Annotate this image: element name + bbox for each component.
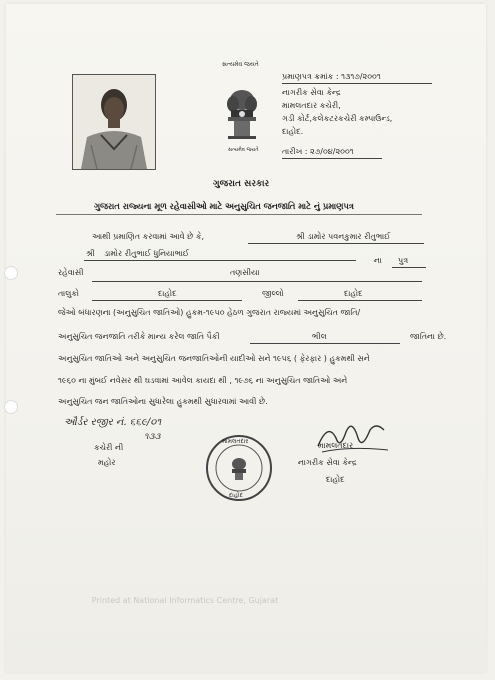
district-label: જીલ્લો bbox=[262, 289, 284, 298]
taluka-name: દાહોદ bbox=[158, 289, 177, 298]
printer-watermark: Printed at National Informatics Centre, Gujarat bbox=[91, 596, 279, 605]
body-line-8: ૧૯૬૦ ના મુંબઈ નવેસર થી ઘડવામાં આવેલ કાયદા થી , ૧૯૭૬ ના અનુસુચિત જાતિઓ અને bbox=[58, 376, 348, 385]
officer-title: મામલતદાર bbox=[318, 441, 354, 450]
body-line-2-na: ના bbox=[374, 256, 382, 265]
father-name-underline bbox=[84, 260, 356, 261]
office-line-4: દાહોદ. bbox=[282, 127, 304, 136]
seal-text-top: મામલતદાર bbox=[222, 438, 249, 445]
motto-text: સત્યમેવ જયતે bbox=[222, 61, 259, 68]
body-line-6-prefix: અનુસુચિત જનજાતિ તરીકે માન્ય કરેલ જાતિ પૈકી bbox=[58, 332, 220, 341]
title-rule bbox=[56, 214, 422, 215]
handwritten-register-number: ઔર્ડર રજીર નં. ૬૬૯/૦૧ bbox=[64, 417, 162, 428]
issue-date-underline bbox=[282, 158, 382, 159]
village-underline bbox=[92, 281, 422, 282]
caste-underline bbox=[250, 343, 400, 344]
taluka-label: તાલુકો bbox=[58, 289, 79, 298]
seal-text-bottom: દાહોદ bbox=[229, 492, 243, 499]
relation-underline bbox=[392, 267, 426, 268]
punch-hole-bottom bbox=[4, 400, 18, 414]
district-name: દાહોદ bbox=[344, 289, 363, 298]
government-title: ગુજરાત સરકાર bbox=[213, 179, 270, 189]
body-line-5: જેઓ બંધારણના (અનુસુચિત જાતિઓ) હુકમ-૧૯૫૦ હેઠળ ગુજરાત રાજ્યમાં અનુસુચિત જાતિ/ bbox=[58, 308, 361, 317]
officer-office: નાગરીક સેવા કેન્દ્ર bbox=[298, 458, 357, 467]
body-line-2-prefix: શ્રી bbox=[86, 249, 95, 258]
officer-signature bbox=[314, 416, 394, 464]
body-line-7: અનુસુચિત જાતિઓ અને અનુસુચિત જનજાતિઓની યાદીઓ સને ૧૯૫૬ ( ફેરફાર ) હુકમથી સને bbox=[58, 354, 370, 363]
applicant-name-underline bbox=[248, 243, 424, 244]
emblem-caption: સત્યમેવ જયતે bbox=[228, 147, 259, 153]
certificate-number: પ્રમાણપત્ર ક્રમાંક : ૧૩૧૭/૨૦૦૧ bbox=[282, 72, 381, 81]
office-line-1: નાગરીક સેવા કેન્દ્ર bbox=[282, 88, 341, 97]
issue-date: તારીખ : ૨૭/૦૪/૨૦૦૧ bbox=[282, 147, 354, 156]
body-line-1-prefix: આથી પ્રમાણિત કરવામાં આવે છે કે, bbox=[92, 232, 205, 241]
residence-label: રહેવાસી bbox=[58, 268, 84, 277]
district-underline bbox=[298, 300, 422, 301]
caste-name: ભીલ bbox=[312, 332, 327, 341]
taluka-underline bbox=[92, 300, 242, 301]
punch-hole-top bbox=[4, 266, 18, 280]
relation-text: પુત્ર bbox=[398, 256, 409, 265]
office-seal-label-2: મહોર bbox=[98, 458, 116, 467]
father-name: ડામોર રીતુભાઈ ધુનિયાભાઈ bbox=[104, 249, 190, 258]
certificate-title: ગુજરાત રાજ્યના મૂળ રહેવાસીઓ માટે અનુસુચિત જનજાતિ માટે નું પ્રમાણપત્ર bbox=[94, 201, 354, 211]
applicant-photo bbox=[72, 74, 156, 170]
certificate-number-underline bbox=[282, 83, 432, 84]
body-line-9: અનુસુચિત જન જાતિઓના સુધારેલા હુકમથી સુધારવામાં આવી છે. bbox=[58, 397, 268, 406]
village-name: તણસીયા bbox=[230, 268, 260, 277]
office-line-2: મામલતદાર કચેરી, bbox=[282, 101, 341, 110]
national-emblem-icon bbox=[222, 86, 262, 146]
office-line-3: ગડી કોર્ટ,કલેકટરકચેરી કમ્પાઉન્ડ, bbox=[282, 114, 393, 123]
officer-location: દાહોદ bbox=[326, 475, 345, 484]
body-line-6-suffix: જાતિના છે. bbox=[410, 332, 447, 341]
applicant-name: શ્રી ડામોર પવનકુમાર રીતુભાઈ bbox=[296, 232, 391, 241]
handwritten-register-subnumber: ૧૩૩ bbox=[144, 432, 161, 442]
office-seal-label-1: કચેરી ની bbox=[94, 443, 124, 452]
